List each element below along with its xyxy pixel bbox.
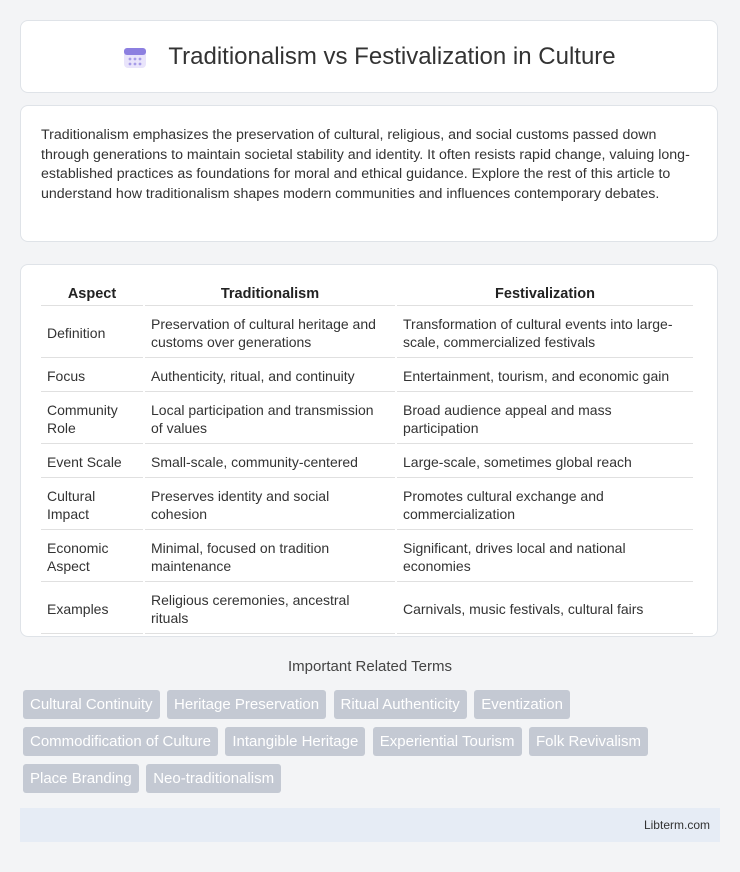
intro-card — [20, 105, 718, 242]
related-term-tag[interactable]: Cultural Continuity — [23, 690, 160, 719]
header-card — [20, 20, 718, 93]
related-term-tag[interactable]: Ritual Authenticity — [334, 690, 467, 719]
table-cell: Local participation and transmission of values — [145, 394, 395, 444]
table-row — [41, 584, 693, 634]
related-term-tag[interactable]: Experiential Tourism — [373, 727, 522, 756]
table-cell: Focus — [41, 360, 143, 392]
table-cell: Religious ceremonies, ancestral rituals — [145, 584, 395, 634]
table-cell: Carnivals, music festivals, cultural fairs — [397, 584, 693, 634]
page-title: Traditionalism vs Festivalization in Culture — [168, 42, 616, 70]
table-cell: Small-scale, community-centered — [145, 446, 395, 478]
comparison-table — [39, 281, 695, 636]
related-term-tag[interactable]: Neo-traditionalism — [146, 764, 281, 793]
table-row — [41, 480, 693, 530]
table-cell: Promotes cultural exchange and commercialization — [397, 480, 693, 530]
related-term-tag[interactable]: Commodification of Culture — [23, 727, 218, 756]
related-terms-title: Important Related Terms — [288, 658, 452, 675]
table-cell: Economic Aspect — [41, 532, 143, 582]
table-cell: Transformation of cultural events into large-scale, commercialized festivals — [397, 308, 693, 358]
table-cell: Entertainment, tourism, and economic gain — [397, 360, 693, 392]
table-cell: Cultural Impact — [41, 480, 143, 530]
related-term-tag[interactable]: Folk Revivalism — [529, 727, 648, 756]
table-row — [41, 394, 693, 444]
intro-text: Traditionalism emphasizes the preservation of cultural, religious, and social customs passed down through generations to maintain societal stability and identity. It often resists rapid change, valuing long-established practices as foundations for moral and ethical guidance. Explore the rest of this article to understand how traditionalism shapes modern communities and influences contemporary debates. — [41, 127, 690, 202]
related-term-tag[interactable]: Intangible Heritage — [225, 727, 365, 756]
table-row — [41, 532, 693, 582]
column-header-aspect: Aspect — [41, 283, 143, 306]
table-cell: Definition — [41, 308, 143, 358]
table-row — [41, 308, 693, 358]
table-cell: Community Role — [41, 394, 143, 444]
related-term-tag[interactable]: Place Branding — [23, 764, 139, 793]
table-cell: Large-scale, sometimes global reach — [397, 446, 693, 478]
table-header-row — [41, 283, 693, 306]
related-terms-list — [23, 690, 723, 801]
table-cell: Preservation of cultural heritage and customs over generations — [145, 308, 395, 358]
table-cell: Preserves identity and social cohesion — [145, 480, 395, 530]
table-cell: Examples — [41, 584, 143, 634]
calendar-icon — [122, 44, 148, 70]
table-row — [41, 360, 693, 392]
table-cell: Broad audience appeal and mass participation — [397, 394, 693, 444]
footer — [20, 808, 720, 842]
table-cell: Event Scale — [41, 446, 143, 478]
table-cell: Authenticity, ritual, and continuity — [145, 360, 395, 392]
column-header-festivalization: Festivalization — [397, 283, 693, 306]
table-row — [41, 446, 693, 478]
column-header-traditionalism: Traditionalism — [145, 283, 395, 306]
footer-site-link[interactable]: Libterm.com — [643, 818, 710, 832]
related-term-tag[interactable]: Eventization — [474, 690, 570, 719]
table-cell: Significant, drives local and national economies — [397, 532, 693, 582]
table-cell: Minimal, focused on tradition maintenance — [145, 532, 395, 582]
comparison-card — [20, 264, 718, 637]
related-term-tag[interactable]: Heritage Preservation — [167, 690, 326, 719]
